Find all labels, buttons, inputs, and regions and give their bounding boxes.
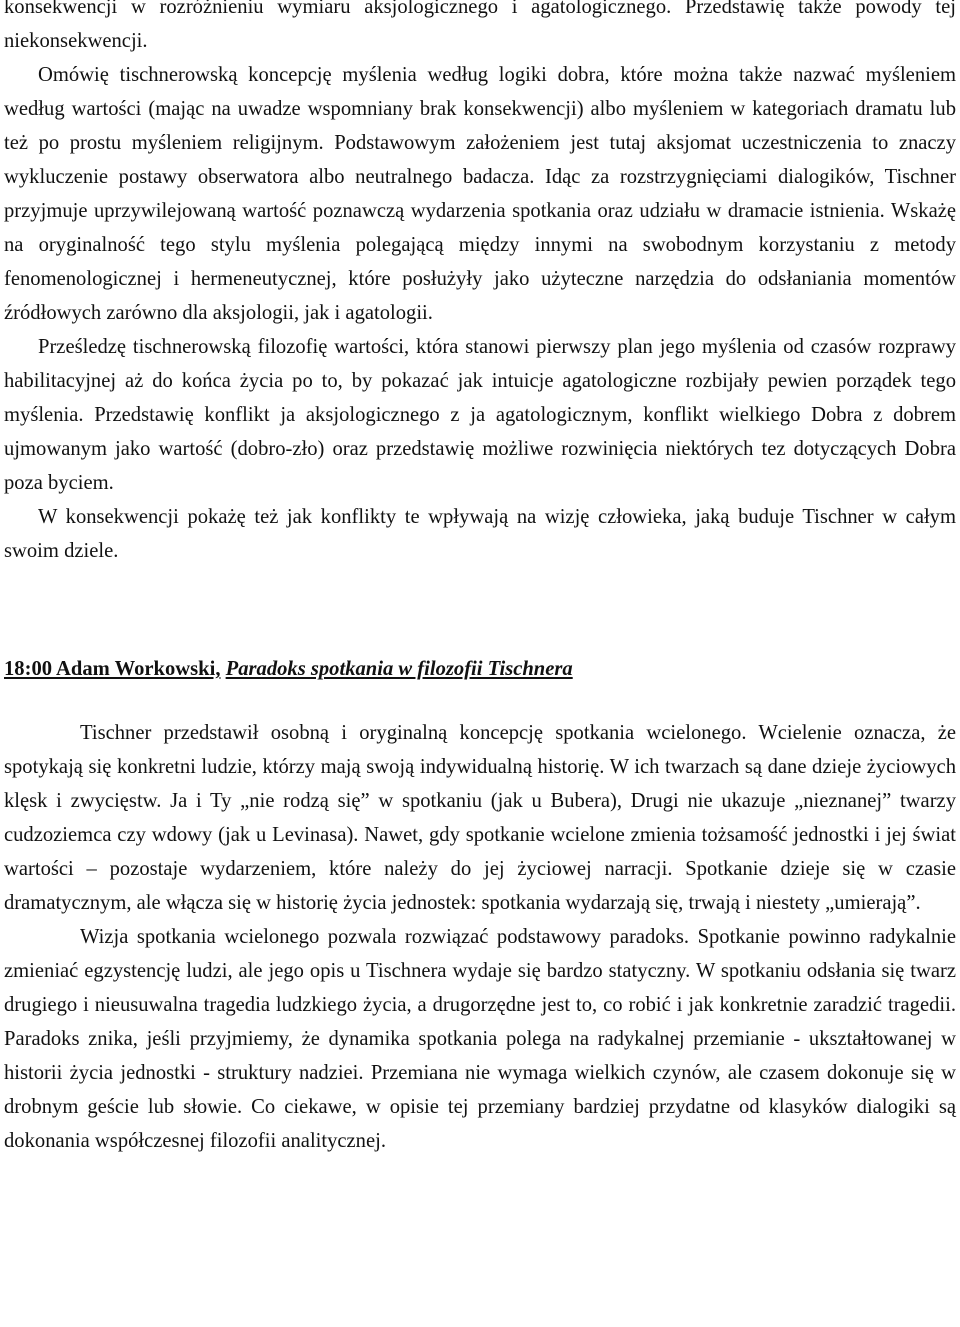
intro-paragraph: W konsekwencji pokażę też jak konflikty te wpływają na wizję człowieka, jaką buduje Tischner w całym swoim dziele.	[4, 506, 956, 562]
session-time-speaker: 18:00 Adam Workowski,	[4, 658, 221, 680]
intro-lead-paragraph: konsekwencji w rozróżnieniu wymiaru aksjologicznego i agatologicznego. Przedstawię także powody tej niekonsekwencji.	[4, 0, 956, 52]
session-heading	[4, 652, 956, 686]
session-paragraph: Wizja spotkania wcielonego pozwala rozwiązać podstawowy paradoks. Spotkanie powinno radykalnie zmieniać egzystencję ludzi, ale jego opis u Tischnera wydaje się bardzo statyczny. W spotkaniu odsłania się twarz drugiego i nieusuwalna tragedia ludzkiego życia, a drugorzędne jest to, co robić i jak konkretnie zaradzić tragedii. Paradoks znika, jeśli przyjmiemy, że dynamika spotkania polega na radykalnej przemianie - ukształtowanej w historii życia jednostki - struktury nadziei. Przemiana nie wymaga wielkich czynów, ale czasem dokonuje się w drobnym geście lub słowie. Co ciekawe, w opisie tej przemiany bardziej przydatne od klasyków dialogiki są dokonania współczesnej filozofii analitycznej.	[4, 926, 956, 1152]
session-title: Paradoks spotkania w filozofii Tischnera	[225, 658, 573, 680]
intro-paragraph: Prześledzę tischnerowską filozofię wartości, która stanowi pierwszy plan jego myślenia od czasów rozprawy habilitacyjnej aż do końca życia po to, by pokazać jak intuicje agatologiczne rozbijały pewien porządek tego myślenia. Przedstawię konflikt ja aksjologicznego z ja agatologicznym, konflikt wielkiego Dobra z dobrem ujmowanym jako wartość (dobro-zło) oraz przedstawię możliwe rozwinięcia niektórych tez dotyczących Dobra poza byciem.	[4, 336, 956, 494]
intro-section	[4, 0, 956, 568]
session-section	[4, 652, 956, 1158]
intro-paragraph: Omówię tischnerowską koncepcję myślenia według logiki dobra, które można także nazwać myśleniem według wartości (mając na uwadze wspomniany brak konsekwencji) albo myśleniem w kategoriach dramatu lub też po prostu myśleniem religijnym. Podstawowym założeniem jest tutaj aksjomat uczestniczenia to znaczy wykluczenie postawy obserwatora albo neutralnego badacza. Idąc za rozstrzygnięciami dialogików, Tischner przyjmuje uprzywilejowaną wartość poznawczą wydarzenia spotkania oraz udziału w dramacie istnienia. Wskażę na oryginalność tego stylu myślenia polegającą między innymi na swobodnym korzystaniu z metody fenomenologicznej i hermeneutycznej, które posłużyły jako użyteczne narzędzia do odsłaniania momentów źródłowych zarówno dla aksjologii, jak i agatologii.	[4, 64, 956, 324]
document-page	[4, 0, 956, 1158]
session-paragraph: Tischner przedstawił osobną i oryginalną koncepcję spotkania wcielonego. Wcielenie oznacza, że spotykają się konkretni ludzie, którzy mają swoją indywidualną historię. W ich twarzach są dane dzieje życiowych klęsk i zwycięstw. Ja i Ty „nie rodzą się” w spotkaniu (jak u Bubera), Drugi nie ukazuje „nieznanej” twarzy cudzoziemca czy wdowy (jak u Levinasa). Nawet, gdy spotkanie wcielone zmienia tożsamość jednostki i jej świat wartości – pozostaje wydarzeniem, które należy do jej życiowej narracji. Spotkanie dzieje się w czasie dramatycznym, ale włącza się w historię życia jednostek: spotkania wydarzają się, trwają i niestety „umierają”.	[4, 722, 956, 914]
